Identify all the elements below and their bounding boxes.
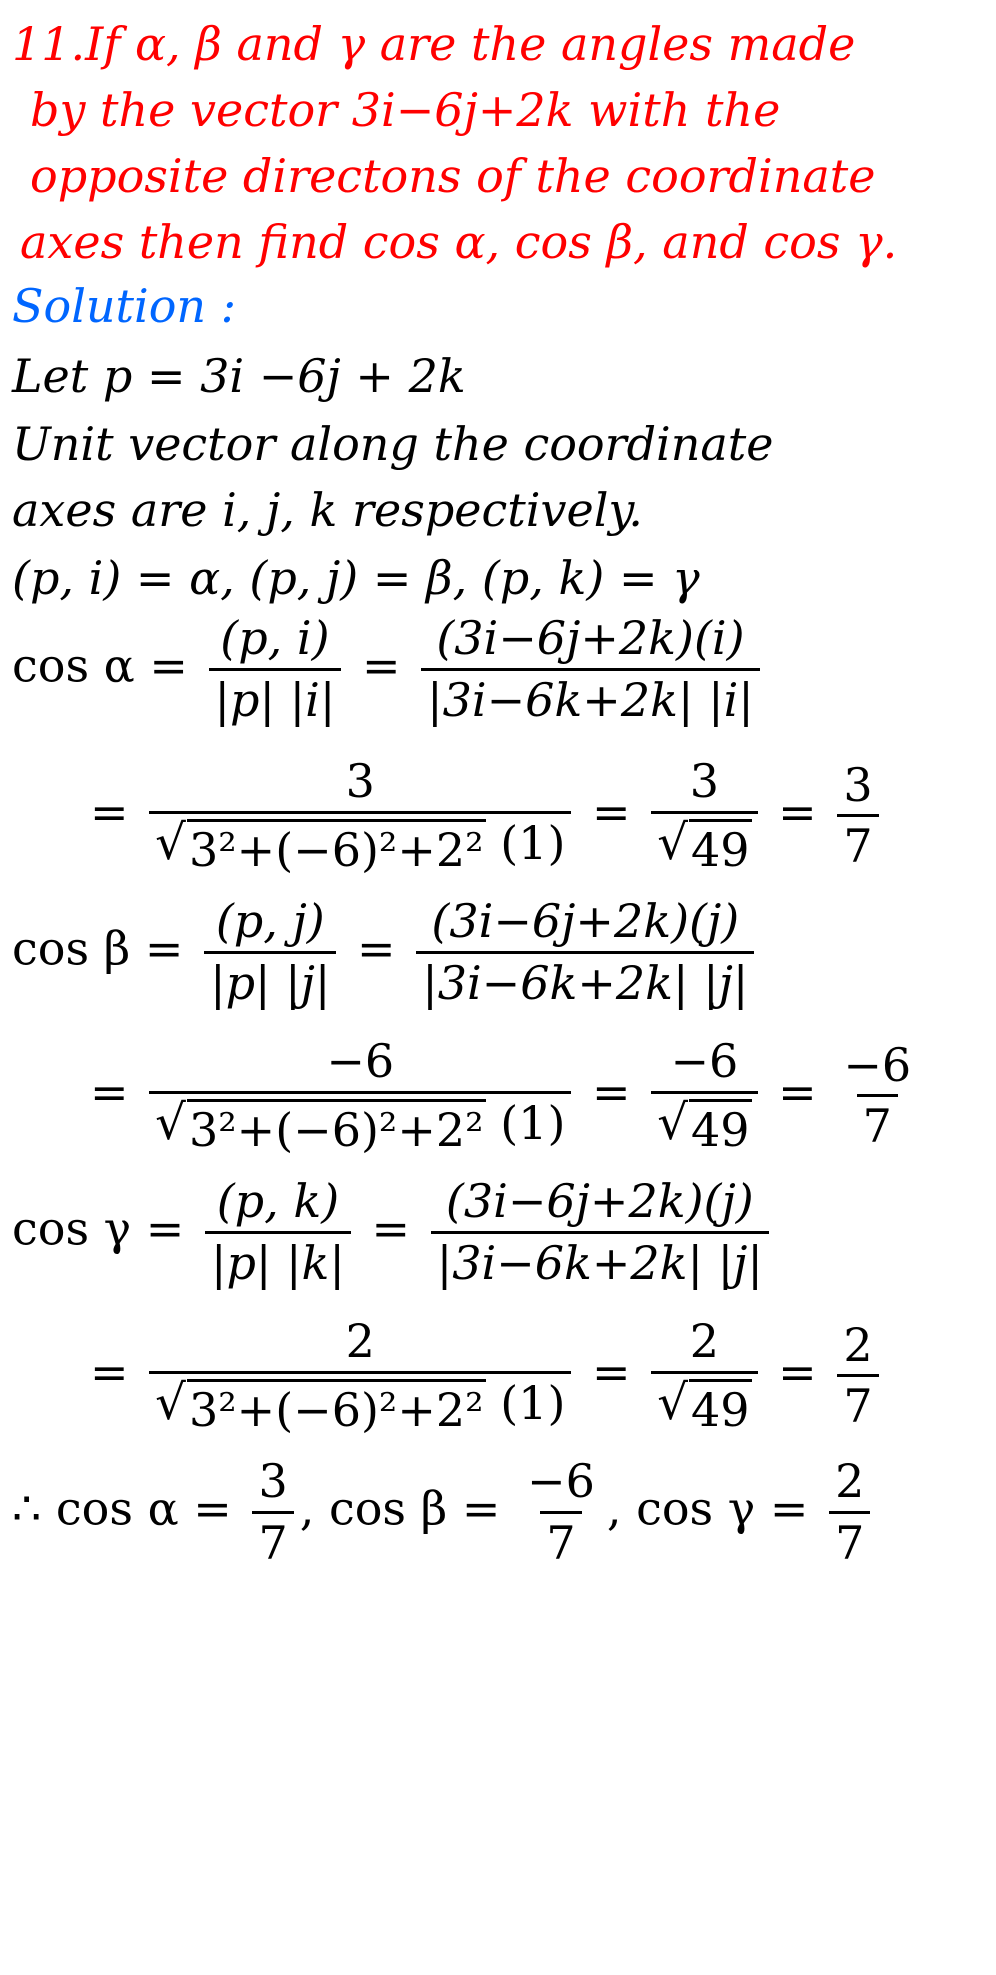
solution-label: Solution : [12,279,237,333]
cos-alpha-eval-line: = 3 √ 3²+(−6)²+2² (1) = 3 √ 49 = $\frac{3}{7}$ [90,755,885,877]
conclusion-prefix: ∴ cos α = [12,1481,232,1536]
problem-line-3: opposite directons of the coordinate [30,149,876,203]
cos-beta-lhs: cos β = [12,921,184,976]
cos-beta-sqrt49-fraction: −6 √ 49 [651,1035,757,1157]
conclusion-line: ∴ cos α = $\frac{3}{7}$ , cos β = $\frac{-6}{7}$ , cos γ = $\frac{2}{7}$ [12,1455,876,1570]
cos-alpha-sqrt-fraction: 3 √ 3²+(−6)²+2² (1) [149,755,571,877]
cos-beta-eval-line: = −6 √ 3²+(−6)²+2² (1) = −6 √ 49 = $\frac{-6}{7}$ [90,1035,923,1157]
cos-beta-result: $\frac{-6}{7}$ [843,1037,912,1154]
conclusion-cos-beta: $\frac{-6}{7}$ [527,1454,595,1570]
cos-beta-fraction-1: $\frac{(p, j)}{|p| |j|}$ [204,895,336,1010]
problem-line-1: 11.If α, β and γ are the angles made [12,17,856,71]
cos-gamma-fraction-2: $\frac{(3i-6j+2k)(j)}{|3i-6k+2k| |j|}$ [431,1175,769,1290]
let-line: Let p = 3i −6j + 2k [12,349,466,403]
cos-gamma-fraction-1: $\frac{(p, k)}{|p| |k|}$ [205,1175,351,1290]
cos-beta-line: cos β = $\frac{(p, j)}{|p| |j|}$ = $\frac{(3i-6j+2k)(j)}{|3i-6k+2k| |j|}$ [12,895,760,1010]
cos-alpha-sqrt49-fraction: 3 √ 49 [651,755,757,877]
conclusion-cos-gamma: $\frac{2}{7}$ [829,1455,870,1570]
problem-line-4: axes then find cos α, cos β, and cos γ. [20,215,898,269]
cos-gamma-sqrt-fraction: 2 √ 3²+(−6)²+2² (1) [149,1315,571,1437]
unit-vector-line-1: Unit vector along the coordinate [12,417,774,471]
cos-gamma-eval-line: = 2 √ 3²+(−6)²+2² (1) = 2 √ 49 = $\frac{2}{7}$ [90,1315,885,1437]
cos-alpha-fraction-2: $\frac{(3i-6j+2k)(i)}{|3i-6k+2k| |i|}$ [421,612,760,727]
cos-gamma-result: $\frac{2}{7}$ [837,1319,878,1434]
angles-line: (p, i) = α, (p, j) = β, (p, k) = γ [12,551,700,605]
cos-gamma-lhs: cos γ = [12,1201,185,1256]
cos-alpha-result: $\frac{3}{7}$ [837,759,878,874]
problem-line-2: by the vector 3i−6j+2k with the [30,83,781,137]
unit-vector-line-2: axes are i, j, k respectively. [12,483,643,537]
cos-gamma-sqrt49-fraction: 2 √ 49 [651,1315,757,1437]
conclusion-cos-alpha: $\frac{3}{7}$ [252,1455,293,1570]
cos-beta-sqrt-fraction: −6 √ 3²+(−6)²+2² (1) [149,1035,571,1157]
cos-gamma-line: cos γ = $\frac{(p, k)}{|p| |k|}$ = $\frac{(3i-6j+2k)(j)}{|3i-6k+2k| |j|}$ [12,1175,775,1290]
cos-beta-fraction-2: $\frac{(3i-6j+2k)(j)}{|3i-6k+2k| |j|}$ [416,895,754,1010]
cos-alpha-lhs: cos α = [12,638,188,693]
cos-alpha-line: cos α = $\frac{(p, i)}{|p| |i|}$ = $\frac{(3i-6j+2k)(i)}{|3i-6k+2k| |i|}$ [12,612,766,727]
cos-alpha-fraction-1: $\frac{(p, i)}{|p| |i|}$ [209,612,342,727]
